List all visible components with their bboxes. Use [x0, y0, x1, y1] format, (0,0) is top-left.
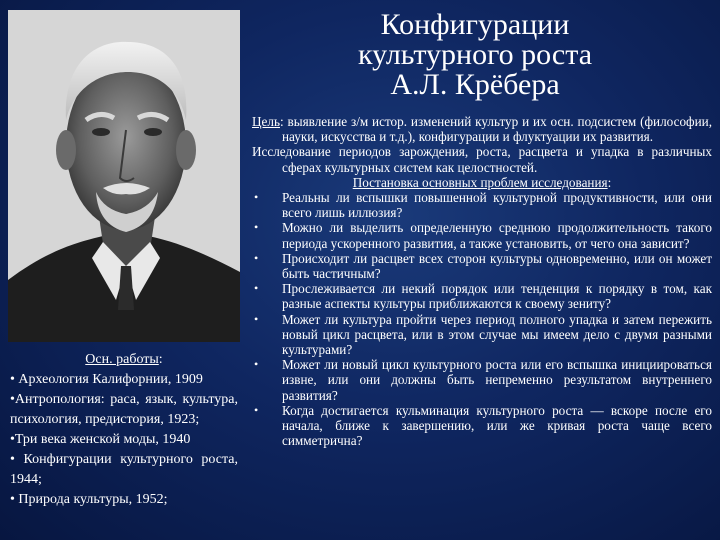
work-item: • Природа культуры, 1952; [10, 492, 168, 507]
works-heading-label: Осн. работы [85, 352, 159, 367]
portrait-photo [8, 10, 240, 342]
problems-heading-label: Постановка основных проблем исследования [352, 174, 608, 190]
title-line: А.Л. Крёбера [390, 68, 560, 101]
bullet-icon: • [254, 357, 259, 372]
bullet-icon: • [254, 402, 259, 417]
problem-item [252, 403, 712, 449]
problem-text: Происходит ли расцвет всех сторон культуры одновременно, или он может быть частичным? [282, 250, 712, 282]
content-panel [252, 114, 712, 448]
work-item: •Три века женской моды, 1940 [10, 432, 191, 447]
bullet-icon: • [254, 190, 259, 205]
portrait-illustration [8, 10, 240, 342]
problem-text: Может ли культура пройти через период полного упадка и затем пережить новый цикл расцвета, или в этом случае мы имеем дело с двумя разными культурами? [282, 311, 712, 358]
problem-item [252, 312, 712, 358]
problem-text: Можно ли выделить определенную среднюю продолжительность такого периода ускоренного развития, а также установить, от чего она зависит? [282, 220, 712, 251]
bullet-icon: • [254, 250, 259, 265]
works-heading-suffix: : [158, 352, 163, 367]
problem-item [252, 190, 712, 220]
problem-item [252, 251, 712, 281]
problem-text: Может ли новый цикл культурного роста или его вспышка инициироваться извне, или они должны быть непременно результатом внутреннего развития? [282, 357, 712, 403]
goal-text: : выявление з/м истор. изменений культур и их осн. подсистем (философии, науки, искусства и т.д.), конфигурации и флуктуации их развития. [279, 114, 712, 145]
problems-heading-suffix: : [607, 174, 612, 190]
problem-item [252, 357, 712, 403]
title-line: культурного роста [357, 38, 593, 71]
problem-text: Когда достигается кульминация культурного роста — вскоре после его начала, ближе к завершению, или же кривая роста чаще всего симметрична? [282, 402, 712, 449]
works-panel [10, 350, 238, 510]
problem-item [252, 220, 712, 250]
bullet-icon: • [254, 220, 259, 235]
title-line: Конфигурации [380, 8, 570, 41]
slide-title [310, 10, 640, 100]
works-heading [10, 350, 238, 370]
problem-text: Реальны ли вспышки повышенной культурной продуктивности, или они всего лишь иллюзия? [282, 190, 712, 221]
work-item: •Антропология: раса, язык, культура, психология, предистория, 1923; [10, 392, 238, 427]
problem-text: Прослеживается ли некий порядок или тенденция к порядку в том, как разные аспекты культуры приближаются к своему зениту? [282, 281, 712, 312]
problem-item [252, 281, 712, 311]
work-item: • Конфигурации культурного роста, 1944; [10, 452, 238, 487]
research-paragraph: Исследование периодов зарождения, роста, расцвета и упадка в различных сферах культурных систем как целостностей. [252, 144, 712, 175]
problems-heading [252, 175, 712, 190]
goal-paragraph [252, 114, 712, 144]
bullet-icon: • [254, 281, 259, 296]
goal-label: Цель [252, 114, 280, 129]
problems-list [252, 190, 712, 448]
work-item: • Археология Калифорнии, 1909 [10, 372, 203, 387]
bullet-icon: • [254, 311, 259, 326]
